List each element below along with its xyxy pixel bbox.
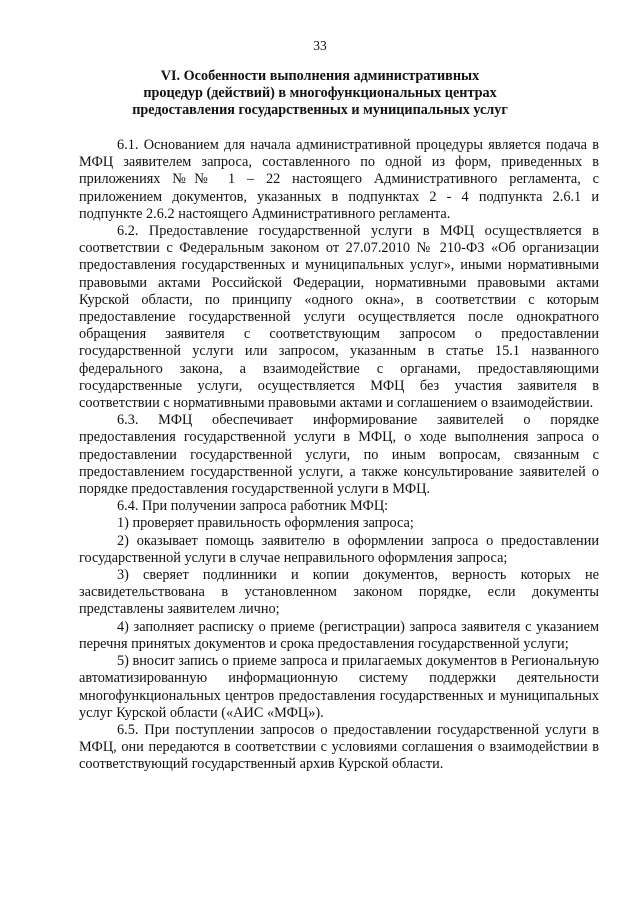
section-heading — [60, 68, 580, 119]
paragraph-6-5: 6.5. При поступлении запросов о предоставлении государственной услуги в МФЦ, они передаются в соответствии с условиями соглашения о взаимодействии в соответствующий государственный архив Курской области. — [79, 721, 599, 773]
section-heading-line: VI. Особенности выполнения административных — [160, 68, 480, 84]
page-number: 33 — [313, 38, 327, 53]
list-item-1: 1) проверяет правильность оформления запроса; — [117, 515, 414, 532]
paragraph-6-2: 6.2. Предоставление государственной услуги в МФЦ осуществляется в соответствии с Федеральным законом от 27.07.2010 № 210-ФЗ «Об организации предоставления государственных и муниципальных услуг», иными нормативными правовыми актами Российской Федерации, нормативными правовыми актами Курской области, по принципу «одного окна», в соответствии с которым предоставление государственной услуги осуществляется после однократного обращения заявителя с соответствующим запросом о предоставлении государственной услуги или запросом, указанным в статье 15.1 названного федерального закона, а взаимодействие с органами, предоставляющими государственные услуги, осуществляется МФЦ без участия заявителя в соответствии с нормативными правовыми актами и соглашением о взаимодействии. — [79, 223, 599, 412]
body-text — [79, 137, 599, 774]
paragraph-6-4: 6.4. При получении запроса работник МФЦ: — [117, 498, 389, 515]
list-item-5: 5) вносит запись о приеме запроса и прилагаемых документов в Региональную автоматизированную информационную систему поддержки деятельности многофункциональных центров предоставления государственных и муниципальных услуг Курской области («АИС «МФЦ»). — [79, 653, 599, 721]
section-heading-line: предоставления государственных и муниципальных услуг — [132, 102, 508, 118]
section-heading-line: процедур (действий) в многофункциональных центрах — [143, 85, 497, 101]
paragraph-6-3: 6.3. МФЦ обеспечивает информирование заявителей о порядке предоставления государственной услуги в МФЦ, о ходе выполнения запроса о предоставлении государственной услуги, по иным вопросам, связанным с предоставлением государственной услуги, а также консультирование заявителей о порядке предоставления государственной услуги в МФЦ. — [79, 412, 599, 498]
list-item-2: 2) оказывает помощь заявителю в оформлении запроса о предоставлении государственной услуги в случае неправильного оформления запроса; — [79, 532, 599, 566]
list-item-3: 3) сверяет подлинники и копии документов, верность которых не засвидетельствована в установленном законом порядке, если документы представлены заявителем лично; — [79, 567, 599, 618]
list-item-4: 4) заполняет расписку о приеме (регистрации) запроса заявителя с указанием перечня принятых документов и срока предоставления государственной услуги; — [79, 618, 599, 652]
paragraph-6-1: 6.1. Основанием для начала административной процедуры является подача в МФЦ заявителем запроса, составленного по одной из форм, приведенных в приложениях №№ 1 – 22 настоящего Административного регламента, с приложением документов, указанных в подпунктах 2 - 4 подпункта 2.6.1 и подпункте 2.6.2 настоящего Административного регламента. — [79, 137, 599, 222]
